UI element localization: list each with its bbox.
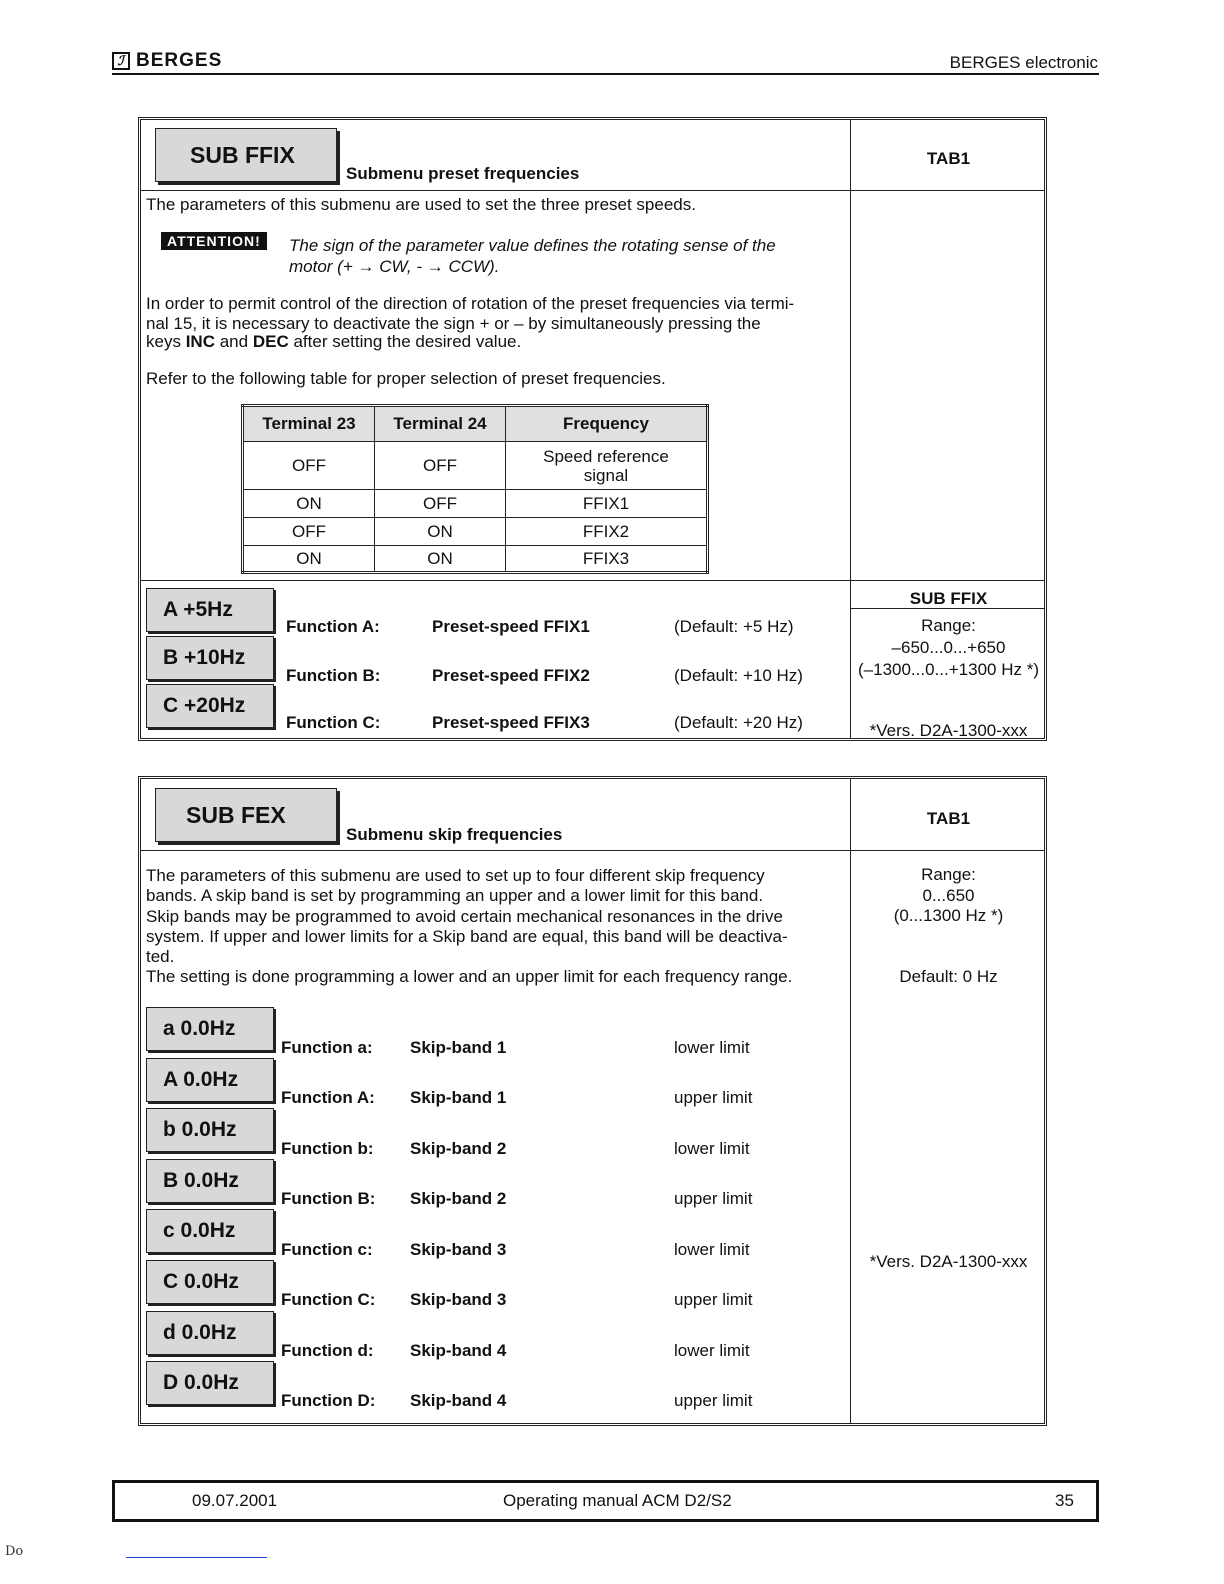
fex-tab-label: TAB1 [926, 809, 971, 828]
function-label: Function B: [281, 1189, 376, 1208]
attention-text-1: The sign of the parameter value defines the rotating sense of the [289, 236, 776, 255]
key-d-upper[interactable]: D 0.0Hz [146, 1361, 274, 1405]
table-cell: Speed reference signal [506, 442, 708, 490]
side-range-label: Range: [921, 865, 976, 884]
side-range-alt: (0...1300 Hz *) [893, 906, 1004, 925]
function-label: Function C: [286, 713, 381, 732]
skip-limit: upper limit [674, 1189, 753, 1208]
ffix-intro: The parameters of this submenu are used to set the three preset speeds. [146, 195, 696, 214]
fex-subtitle: Submenu skip frequencies [346, 825, 563, 844]
sub-fex-box: SUB FEX [155, 788, 337, 842]
key-d-lower[interactable]: d 0.0Hz [146, 1311, 274, 1355]
function-name: Preset-speed FFIX1 [432, 617, 590, 636]
table-cell: FFIX3 [506, 546, 708, 573]
skip-limit: upper limit [674, 1391, 753, 1410]
function-label: Function d: [281, 1341, 374, 1360]
side-range: –650...0...+650 [891, 638, 1006, 657]
skip-band: Skip-band 2 [410, 1139, 507, 1158]
function-default: (Default: +20 Hz) [674, 713, 803, 732]
key-b-lower[interactable]: b 0.0Hz [146, 1108, 274, 1152]
key-b-upper[interactable]: B 0.0Hz [146, 1159, 274, 1203]
table-cell: ON [243, 490, 375, 518]
ffix-refer: Refer to the following table for proper selection of preset frequencies. [146, 369, 666, 388]
function-name: Preset-speed FFIX2 [432, 666, 590, 685]
table-header: Terminal 23 [243, 406, 375, 442]
function-name: Preset-speed FFIX3 [432, 713, 590, 732]
header-divider [112, 73, 1099, 75]
table-header: Terminal 24 [375, 406, 506, 442]
table-cell: FFIX2 [506, 518, 708, 546]
side-version-note: *Vers. D2A-1300-xxx [869, 1252, 1028, 1271]
ffix-subtitle: Submenu preset frequencies [346, 164, 580, 183]
function-label: Function B: [286, 666, 381, 685]
sub-ffix-box: SUB FFIX [155, 128, 337, 182]
table-cell: ON [375, 546, 506, 573]
panel-header-divider [141, 190, 1044, 191]
side-default: Default: 0 Hz [899, 967, 998, 986]
side-range: 0...650 [922, 886, 975, 905]
table-row [243, 546, 708, 573]
function-label: Function D: [281, 1391, 376, 1410]
bottom-link-underline[interactable] [126, 1557, 267, 1558]
function-default: (Default: +10 Hz) [674, 666, 803, 685]
panel-header-divider [141, 850, 1044, 851]
fex-para-line: Skip bands may be programmed to avoid certain mechanical resonances in the drive [146, 907, 783, 926]
key-c-preset[interactable]: C +20Hz [146, 684, 274, 728]
table-cell: OFF [375, 490, 506, 518]
para-dec-key: DEC [252, 332, 289, 351]
skip-band: Skip-band 3 [410, 1290, 507, 1309]
table-row [243, 442, 708, 490]
para-and: and [219, 332, 249, 351]
side-version-note: *Vers. D2A-1300-xxx [869, 721, 1028, 740]
footer-date: 09.07.2001 [192, 1491, 278, 1510]
function-label: Function A: [281, 1088, 375, 1107]
table-header-row [243, 406, 708, 442]
table-cell: ON [243, 546, 375, 573]
ffix-para-line-2: nal 15, it is necessary to deactivate the sign + or – by simultaneously pressing the [146, 314, 761, 333]
skip-limit: lower limit [674, 1240, 750, 1259]
para-end: after setting the desired value. [293, 332, 522, 351]
fex-para-line: ted. [146, 947, 175, 966]
table-row [243, 518, 708, 546]
fex-para-line: The parameters of this submenu are used to set up to four different skip frequency [146, 866, 765, 885]
side-title: SUB FFIX [909, 589, 988, 608]
table-header: Frequency [506, 406, 708, 442]
fex-para-line: bands. A skip band is set by programming an upper and a lower limit for this band. [146, 886, 764, 905]
key-a-preset[interactable]: A +5Hz [146, 588, 274, 632]
table-cell: ON [375, 518, 506, 546]
table-cell: FFIX1 [506, 490, 708, 518]
skip-band: Skip-band 1 [410, 1088, 507, 1107]
bottom-margin-text: Do [5, 1544, 24, 1559]
skip-limit: lower limit [674, 1139, 750, 1158]
ffix-para-line-1: In order to permit control of the direction of rotation of the preset frequencies via termi- [146, 294, 795, 313]
key-c-upper[interactable]: C 0.0Hz [146, 1260, 274, 1304]
skip-band: Skip-band 4 [410, 1341, 507, 1360]
brand-name: BERGES [136, 50, 223, 71]
brand-logo [112, 50, 222, 72]
page-footer [112, 1480, 1099, 1522]
function-label: Function C: [281, 1290, 376, 1309]
fex-para-line: system. If upper and lower limits for a Skip band are equal, this band will be deactiva- [146, 927, 788, 946]
function-label: Function c: [281, 1240, 373, 1259]
skip-limit: upper limit [674, 1290, 753, 1309]
berges-logo-icon: ℐ [112, 52, 130, 70]
header-company: BERGES electronic [949, 53, 1098, 72]
table-cell: OFF [243, 442, 375, 490]
side-range-alt: (–1300...0...+1300 Hz *) [858, 660, 1039, 679]
ffix-tab-label: TAB1 [926, 149, 971, 168]
table-cell: OFF [243, 518, 375, 546]
preset-frequency-table [241, 404, 709, 574]
fex-para-line: The setting is done programming a lower and an upper limit for each frequency range. [146, 967, 793, 986]
skip-band: Skip-band 1 [410, 1038, 507, 1057]
para-inc-key: INC [185, 332, 215, 351]
table-cell: OFF [375, 442, 506, 490]
sub-ffix-panel [138, 117, 1047, 741]
footer-title: Operating manual ACM D2/S2 [503, 1491, 732, 1510]
function-label: Function a: [281, 1038, 373, 1057]
sub-fex-panel [138, 776, 1047, 1426]
footer-page-number: 35 [1055, 1491, 1074, 1510]
skip-limit: lower limit [674, 1341, 750, 1360]
key-b-preset[interactable]: B +10Hz [146, 636, 274, 680]
skip-limit: upper limit [674, 1088, 753, 1107]
side-range-label: Range: [921, 616, 976, 635]
skip-band: Skip-band 2 [410, 1189, 507, 1208]
skip-band: Skip-band 4 [410, 1391, 507, 1410]
function-label: Function b: [281, 1139, 374, 1158]
ffix-para-line-3 [146, 332, 521, 351]
key-a-upper[interactable]: A 0.0Hz [146, 1058, 274, 1102]
panel-functions-divider [141, 580, 1044, 581]
function-label: Function A: [286, 617, 380, 636]
key-a-lower[interactable]: a 0.0Hz [146, 1007, 274, 1051]
function-default: (Default: +5 Hz) [674, 617, 794, 636]
skip-band: Skip-band 3 [410, 1240, 507, 1259]
skip-limit: lower limit [674, 1038, 750, 1057]
key-c-lower[interactable]: c 0.0Hz [146, 1209, 274, 1253]
attention-text-2: motor (+ → CW, - → CCW). [289, 257, 500, 276]
para-keys: keys [146, 332, 181, 351]
attention-badge: ATTENTION! [161, 232, 267, 250]
table-row [243, 490, 708, 518]
